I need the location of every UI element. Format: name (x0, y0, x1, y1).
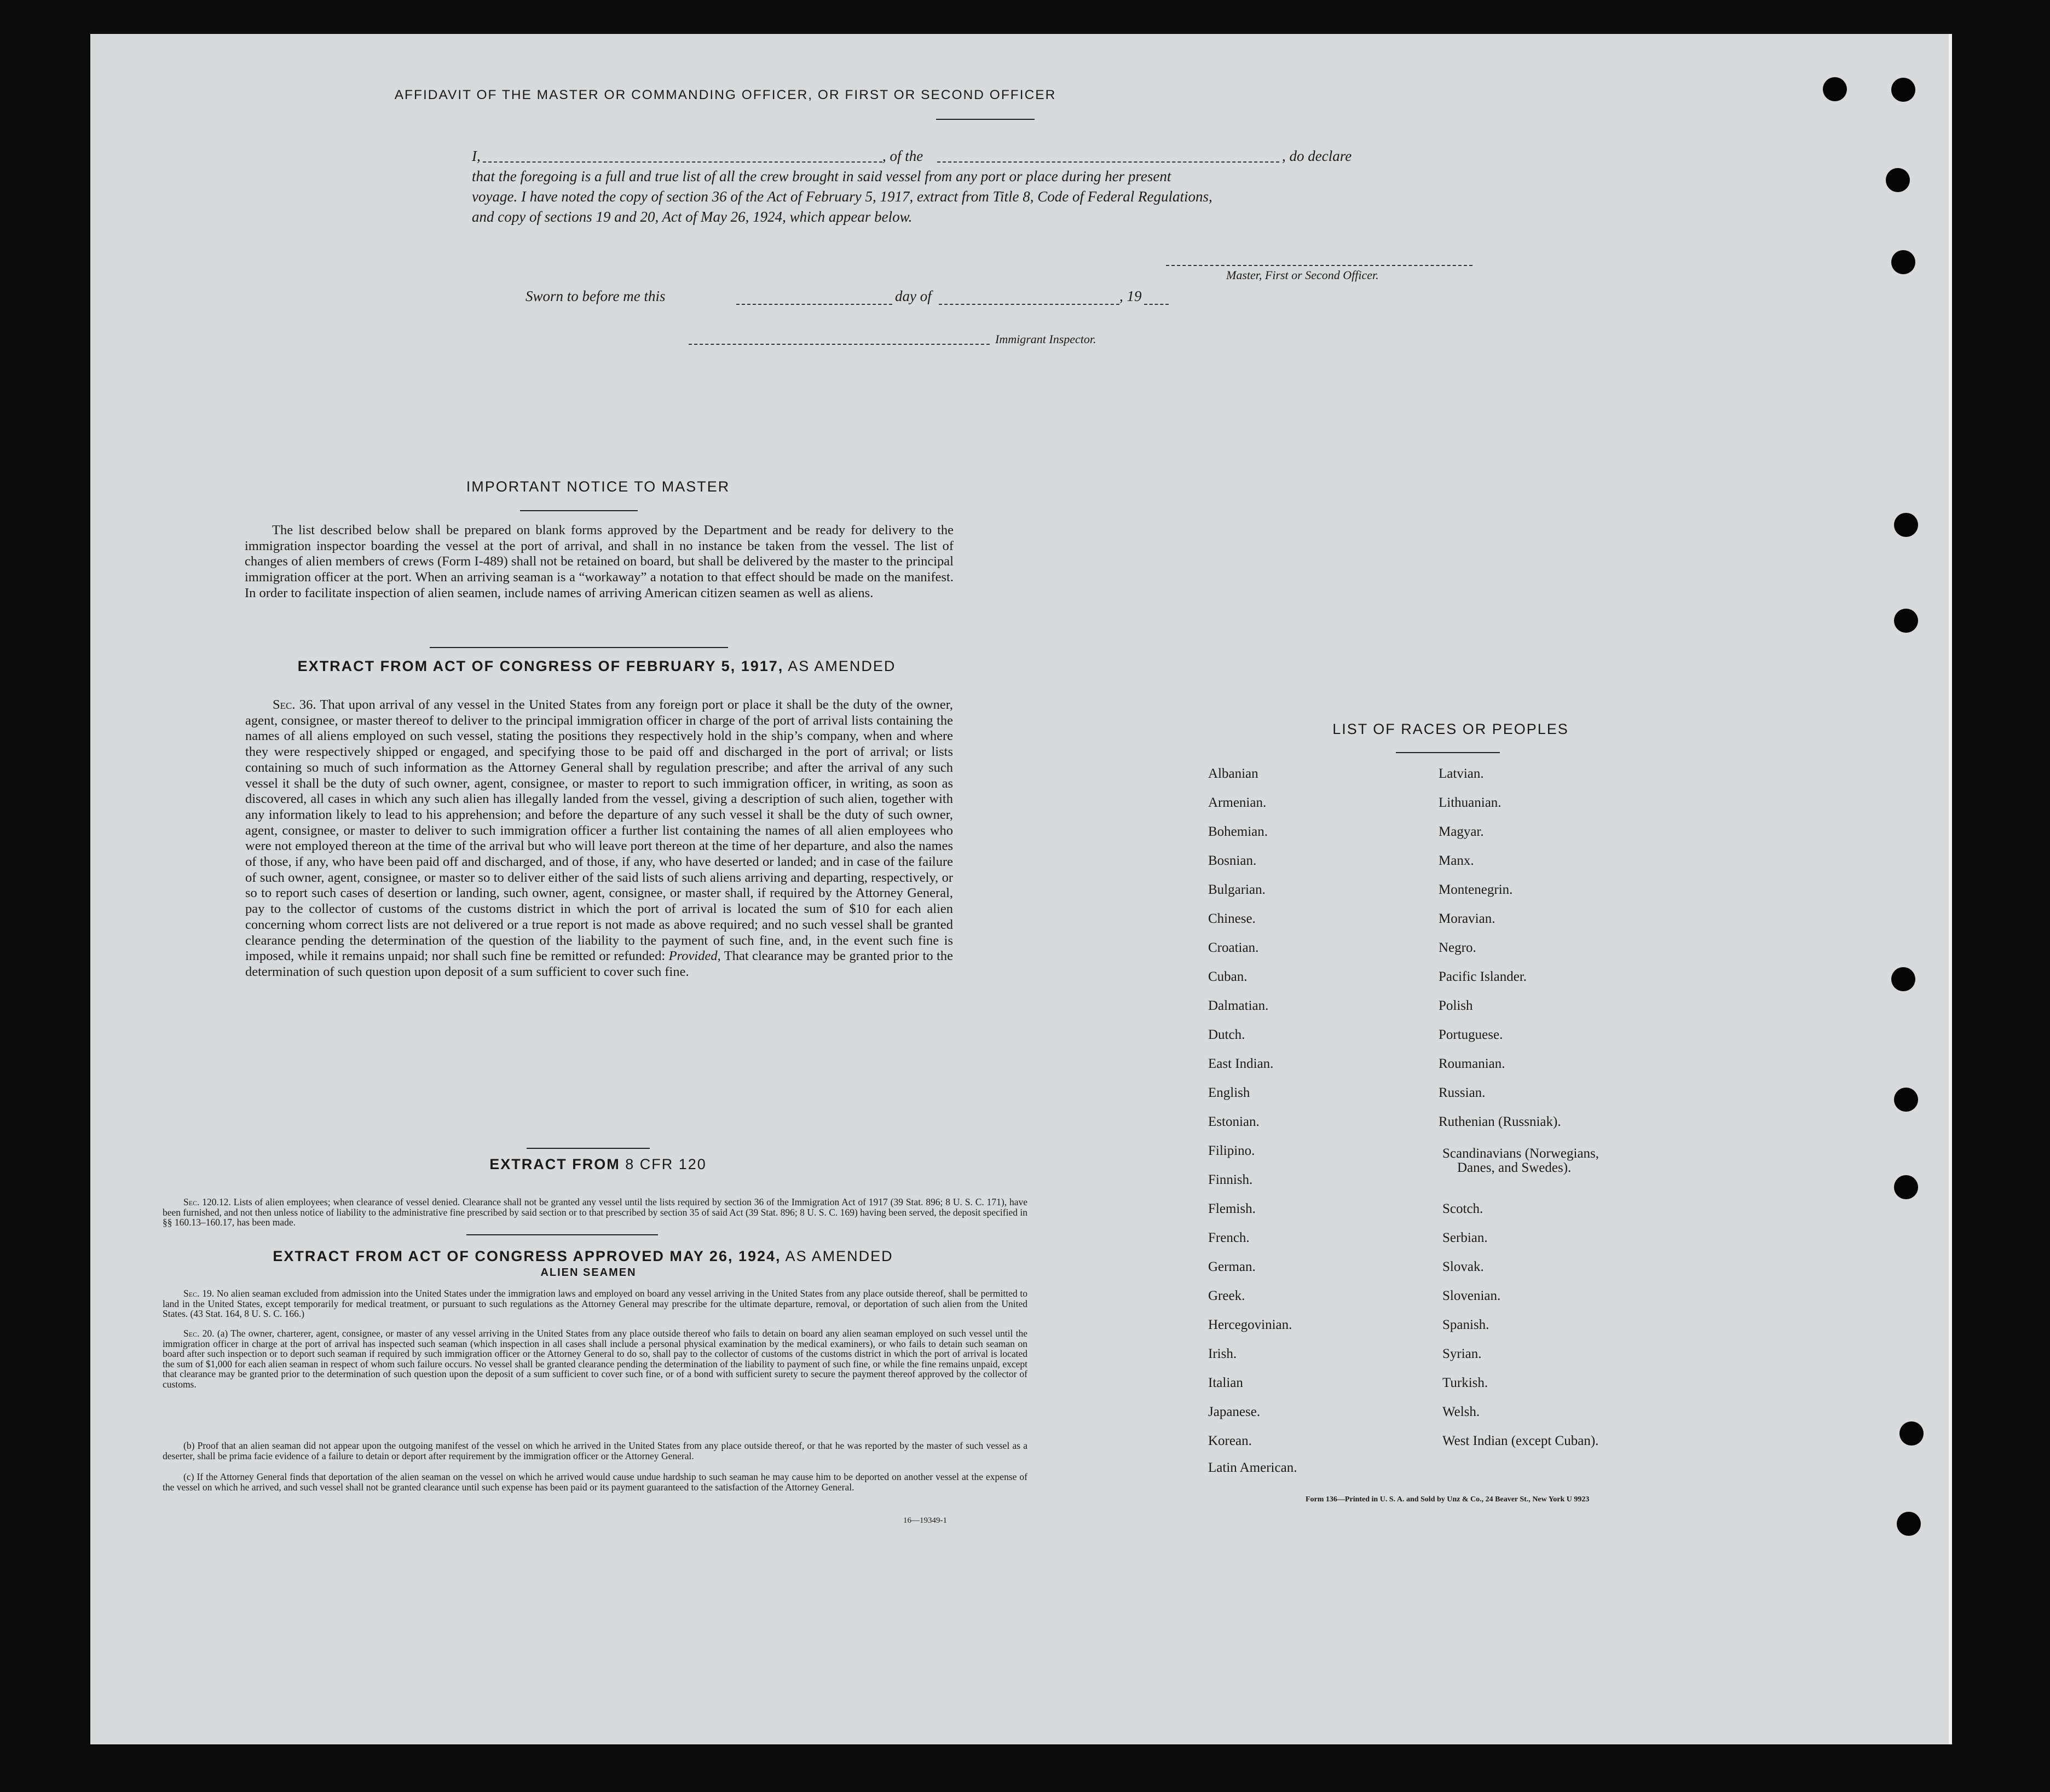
month-blank[interactable] (939, 304, 1119, 305)
race-item: Cuban. (1208, 969, 1248, 984)
notice-title: IMPORTANT NOTICE TO MASTER (466, 478, 730, 495)
declaration-line: that the foregoing is a full and true list of all the crew brought in said vessel from any port or place during her present (472, 168, 1171, 184)
punch-hole (1894, 1175, 1918, 1199)
race-item: Armenian. (1208, 795, 1267, 810)
divider (936, 119, 1035, 120)
year-blank[interactable] (1144, 304, 1169, 305)
race-item: Italian (1208, 1375, 1243, 1390)
divider (466, 1234, 658, 1235)
section-36-body: That upon arrival of any vessel in the United States from any foreign port or place it shall be the duty of the owner, agent, consignee, or master thereof to deliver to the principal immigration officer in charge of the port of arrival lists containing the names of all aliens employed on such vessel, stating the positions they respectively hold in the ship’s company, when and where they were respectively shipped or engaged, and specifying those to be paid off and discharged in the port of arrival; or lists containing so much of such information as the Attorney General shall by regulation prescribe; and after the arrival of any such vessel it shall be the duty of such owner, agent, consignee, or master to report to such immigration officer, in writing, as soon as discovered, all cases in which any such alien has illegally landed from the vessel, giving a description of such alien, together with any information likely to lead to his apprehension; and before the departure of any such vessel it shall be the duty of such owner, agent, consignee, or master to deliver to such immigration officer a further list containing the names of all alien employees who were not employed thereon at the time of the arrival but who will leave port thereon at the time of her departure, and also the names of those, if any, who have been paid off and discharged, and of those, if any, who have deserted or landed; and in case of the failure of such owner, agent, consignee, or master so to deliver either of the said lists of such aliens arriving and departing, respectively, or so to report such cases of desertion or landing, such owner, agent, consignee, or master shall, if required by the Attorney General, pay to the collector of customs of the customs district in which the port of arrival is located the sum of $10 for each alien concerning whom correct lists are not delivered or a true report is not made as above required; and no such vessel shall be granted clearance pending the determination of the question of the liability to the payment of such fine, and, in the event such fine is imposed, while it remains unpaid; nor shall such fine be remitted or refunded: (245, 697, 953, 964)
race-item: Bulgarian. (1208, 882, 1266, 897)
race-item: English (1208, 1085, 1250, 1100)
race-item: Montenegrin. (1439, 882, 1513, 897)
race-item: Moravian. (1439, 911, 1495, 926)
section-19-body: No alien seaman excluded from admission into the United States under the immigration laws and employed on board any vessel arriving in the United States from any place outside thereof, shall be permitted to land in the United States, except temporarily for medical treatment, or pursuant to such regulations as the Attorney General may prescribe for the ultimate departure, removal, or deportation of such alien from the United States. (43 Stat. 164, 8 U. S. C. 166.) (163, 1288, 1028, 1319)
extract-1924-title-rest: AS AMENDED (781, 1248, 893, 1264)
punch-hole (1823, 77, 1847, 101)
race-item: Negro. (1439, 940, 1476, 955)
race-item: Bohemian. (1208, 824, 1268, 839)
divider (430, 647, 728, 648)
cfr-title (350, 1156, 846, 1173)
divider (527, 1148, 650, 1149)
section-36-end: That clearance may be granted prior to the determination of such question upon deposit of a sum sufficient to cover such fine. (245, 949, 953, 979)
affidavit-declaration (472, 146, 1504, 227)
day-of-label: day of (895, 288, 932, 304)
vessel-blank[interactable] (937, 161, 1279, 163)
punch-hole (1897, 1512, 1921, 1536)
race-item: Serbian. (1442, 1230, 1488, 1245)
punch-hole (1894, 513, 1918, 537)
cfr-title-rest: 8 CFR 120 (620, 1156, 707, 1172)
punch-hole (1886, 168, 1910, 192)
race-item: Croatian. (1208, 940, 1259, 955)
extract-1924-title-bold: EXTRACT FROM ACT OF CONGRESS APPROVED MAY 26, 1924, (273, 1248, 781, 1264)
punch-hole (1894, 609, 1918, 633)
extract-1917-title-bold: EXTRACT FROM ACT OF CONGRESS OF FEBRUARY 5, 1917, (297, 658, 784, 674)
race-item: Filipino. (1208, 1143, 1255, 1158)
sworn-line (526, 288, 1292, 310)
race-item: Greek. (1208, 1288, 1245, 1303)
race-item: Latvian. (1439, 766, 1484, 781)
race-item: French. (1208, 1230, 1250, 1245)
races-title: LIST OF RACES OR PEOPLES (1332, 721, 1569, 737)
extract-1917-title (241, 658, 952, 675)
race-item: Turkish. (1442, 1375, 1488, 1390)
sworn-label: Sworn to before me this (526, 288, 666, 304)
race-item: Magyar. (1439, 824, 1484, 839)
master-signature-label: Master, First or Second Officer. (1226, 268, 1379, 282)
divider (520, 510, 638, 511)
race-item: Russian. (1439, 1085, 1486, 1100)
do-declare-label: , do declare (1282, 148, 1352, 164)
race-item: Latin American. (1208, 1460, 1297, 1475)
race-item: Lithuanian. (1439, 795, 1502, 810)
race-item: Syrian. (1442, 1346, 1482, 1361)
section-label: Sec. 36. (273, 697, 316, 712)
race-item: Slovenian. (1442, 1288, 1501, 1303)
document-page (90, 34, 1952, 1744)
punch-hole (1894, 1088, 1918, 1112)
print-code: 16—19349-1 (903, 1516, 947, 1525)
race-item: Scandinavians (Norwegians, (1442, 1146, 1599, 1161)
race-item: Albanian (1208, 766, 1258, 781)
race-item: Japanese. (1208, 1404, 1261, 1419)
race-item: Scotch. (1442, 1201, 1483, 1216)
race-item: Roumanian. (1439, 1056, 1505, 1071)
race-item: Slovak. (1442, 1259, 1484, 1274)
race-item: Manx. (1439, 853, 1474, 868)
race-item: Korean. (1208, 1433, 1252, 1448)
provided-term: Provided, (668, 949, 721, 964)
race-item: Finnish. (1208, 1172, 1253, 1187)
name-blank[interactable] (483, 161, 882, 163)
affidavit-title: AFFIDAVIT OF THE MASTER OR COMMANDING OFFICER, OR FIRST OR SECOND OFFICER (394, 88, 1056, 102)
race-item: Estonian. (1208, 1114, 1260, 1129)
form-print-note: Form 136—Printed in U. S. A. and Sold by Unz & Co., 24 Beaver St., New York U 9923 (1306, 1495, 1590, 1504)
inspector-label: Immigrant Inspector. (995, 332, 1096, 346)
extract-1924-title (211, 1248, 955, 1265)
race-item: German. (1208, 1259, 1256, 1274)
section-20a-text (163, 1328, 1027, 1389)
declaration-line: and copy of sections 19 and 20, Act of May 26, 1924, which appear below. (472, 209, 913, 225)
inspector-signature-line[interactable] (689, 344, 990, 345)
punch-hole (1899, 1421, 1924, 1446)
section-label: Sec. 20. (183, 1328, 215, 1339)
section-label: Sec. 19. (183, 1288, 215, 1299)
notice-body: The list described below shall be prepared on blank forms approved by the Department and be ready for delivery to the immigration inspector boarding the vessel at the port of arrival, and shall in no instance be taken from the vessel. The list of changes of alien members of crews (Form I-489) shall not be retained on board, but shall be delivered by the master to the principal immigration officer at the port. When an arriving seaman is a “workaway” a notation to that effect should be made on the manifest. In order to facilitate inspection of alien seamen, include names of arriving American citizen seamen as well as aliens. (245, 523, 954, 600)
race-item: Pacific Islander. (1439, 969, 1527, 984)
section-20b-text: (b) Proof that an alien seaman did not appear upon the outgoing manifest of the vessel on which he arrived in the United States from any place outside thereof, or that he was reported by the master of such vessel as a deserter, shall be prima facie evidence of a failure to detain or deport after requirement by the immigration officer or the Attorney General. (163, 1440, 1027, 1461)
cfr-title-bold: EXTRACT FROM (489, 1156, 620, 1172)
year-label: , 19 (1119, 288, 1142, 304)
punch-hole (1891, 967, 1915, 991)
race-item: Danes, and Swedes). (1457, 1160, 1572, 1175)
punch-hole (1891, 250, 1915, 274)
cfr-section-text (163, 1197, 1027, 1228)
race-item: Dalmatian. (1208, 998, 1269, 1013)
race-item: Bosnian. (1208, 853, 1257, 868)
master-signature-line[interactable] (1166, 265, 1472, 266)
race-item: Portuguese. (1439, 1027, 1503, 1042)
section-19-text (163, 1288, 1027, 1319)
race-item: Welsh. (1442, 1404, 1480, 1419)
race-item: Chinese. (1208, 911, 1256, 926)
i-label: I, (472, 148, 481, 164)
race-item: Ruthenian (Russniak). (1439, 1114, 1561, 1129)
cfr-section-body: Lists of alien employees; when clearance of vessel denied. Clearance shall not be granted any vessel until the lists required by section 36 of the Immigration Act of 1917 (39 Stat. 896; 8 U. S. C. 171), have been furnished, and not then unless notice of liability to the administrative fine prescribed by said section or to that prescribed by section 35 of said Act (39 Stat. 896; 8 U. S. C. 169) having been served, the deposit specified in §§ 160.13–160.17, has been made. (163, 1196, 1027, 1228)
section-20a-body: (a) The owner, charterer, agent, consignee, or master of any vessel arriving in the United States from any place outside thereof who fails to detain on board any alien seaman employed on such vessel until the immigration officer in charge at the port of arrival has inspected such seaman (which inspection in all cases shall include a personal physical examination by the medical examiners), or who fails to detain such seaman on board after such inspection or to deport such seaman if required by such immigration officer or the Attorney General to do so, shall pay to the collector of customs of the customs district in which the port of arrival is located the sum of $1,000 for each alien seaman in respect of whom such failure occurs. No vessel shall be granted clearance pending the determination of the liability to payment of such fine, or while the fine remains unpaid, except that clearance may be granted prior to the determination of such question upon the deposit of a sum sufficient to cover such fine, or of a bond with sufficient surety to secure the payment thereof approved by the collector of customs. (163, 1328, 1027, 1390)
race-item: Dutch. (1208, 1027, 1245, 1042)
of-the-label: , of the (882, 148, 923, 164)
section-20c-text: (c) If the Attorney General finds that deportation of the alien seaman on the vessel on which he arrived would cause undue hardship to such seaman he may cause him to be deported on another vessel at the expense of the vessel on which he arrived, and such vessel shall not be granted clearance until such expense has been paid or its payment guaranteed to the satisfaction of the Attorney General. (163, 1471, 1027, 1493)
race-item: East Indian. (1208, 1056, 1274, 1071)
alien-seamen-subtitle: ALIEN SEAMEN (540, 1267, 637, 1279)
declaration-line: voyage. I have noted the copy of section 36 of the Act of February 5, 1917, extract from Title 8, Code of Federal Regulations, (472, 188, 1212, 205)
extract-1917-title-rest: AS AMENDED (783, 658, 896, 674)
race-item: Irish. (1208, 1346, 1237, 1361)
punch-hole (1891, 78, 1915, 102)
race-item: Spanish. (1442, 1317, 1489, 1332)
divider (1396, 752, 1500, 753)
race-item: Polish (1439, 998, 1473, 1013)
section-label: Sec. 120.12. (183, 1196, 231, 1207)
race-item: Flemish. (1208, 1201, 1256, 1216)
race-item: Hercegovinian. (1208, 1317, 1292, 1332)
section-36-text (245, 697, 953, 980)
sworn-date-blank[interactable] (736, 304, 892, 305)
race-item: West Indian (except Cuban). (1442, 1433, 1599, 1448)
